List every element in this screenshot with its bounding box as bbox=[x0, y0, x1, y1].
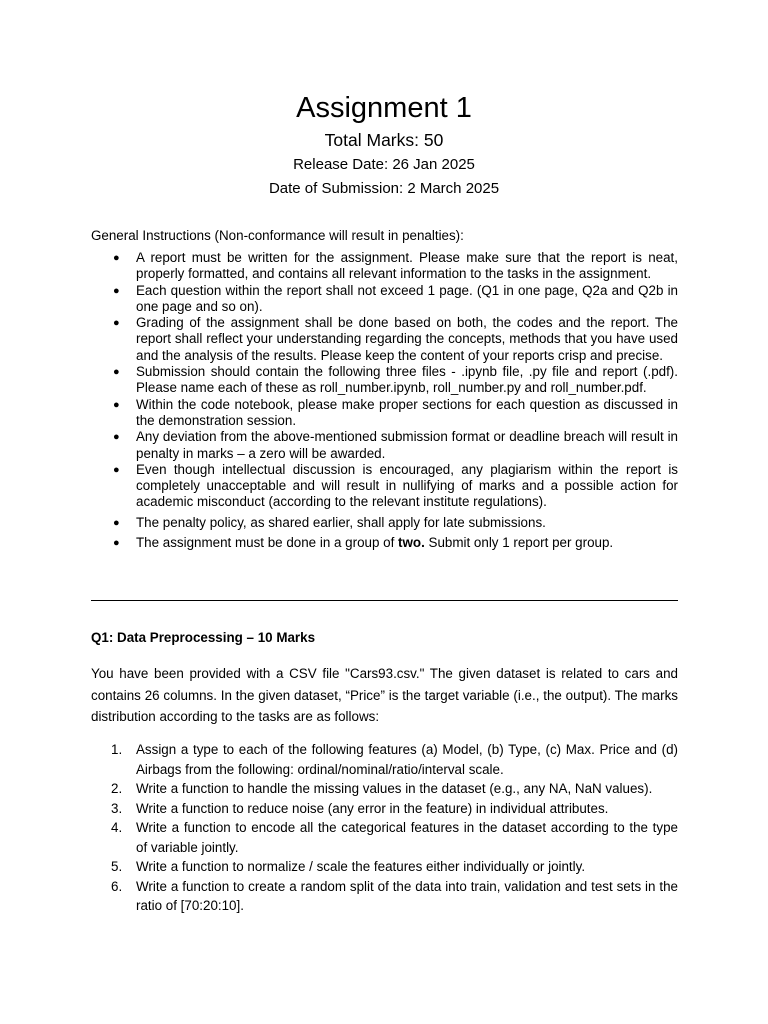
instruction-text: Any deviation from the above-mentioned submission format or deadline breach will result in penalty in marks – a zero will be awarded. bbox=[136, 429, 678, 461]
instruction-item bbox=[91, 283, 678, 316]
instructions-list bbox=[91, 250, 678, 551]
instruction-item bbox=[91, 364, 678, 397]
task-item bbox=[91, 799, 678, 819]
bullet-icon: ● bbox=[113, 284, 120, 297]
task-number: 5. bbox=[111, 859, 123, 874]
page-title: Assignment 1 bbox=[296, 92, 472, 124]
q1-intro-paragraph: You have been provided with a CSV file "Cars93.csv." The given dataset is related to cars and contains 26 columns. In the given dataset, “Price” is the target variable (i.e., the output). The marks distribution according to the tasks are as follows: bbox=[91, 666, 678, 724]
submission-date: Date of Submission: 2 March 2025 bbox=[268, 180, 500, 197]
task-text: Write a function to encode all the categorical features in the dataset according to the type of variable jointly. bbox=[136, 820, 678, 855]
instruction-text: A report must be written for the assignment. Please make sure that the report is neat, properly formatted, and contains all relevant information to the tasks in the assignment. bbox=[136, 250, 678, 282]
task-item bbox=[91, 818, 678, 857]
instruction-item bbox=[91, 397, 678, 430]
instruction-item bbox=[91, 462, 678, 511]
bullet-icon: ● bbox=[113, 431, 120, 444]
bullet-icon: ● bbox=[113, 537, 120, 550]
instruction-text-after: Submit only 1 report per group. bbox=[424, 535, 614, 551]
release-date: Release Date: 26 Jan 2025 bbox=[293, 156, 475, 173]
instruction-text: Submission should contain the following three files - .ipynb file, .py file and report (.pdf). Please name each of these as roll_number.ipynb, roll_number.py and roll_number.pdf. bbox=[136, 364, 678, 396]
instruction-text-before: The assignment must be done in a group of bbox=[136, 535, 399, 551]
bullet-icon: ● bbox=[113, 366, 120, 379]
task-item bbox=[91, 877, 678, 916]
bullet-icon: ● bbox=[113, 463, 120, 476]
task-number: 2. bbox=[111, 781, 123, 796]
section-divider bbox=[91, 600, 678, 601]
instruction-text: Each question within the report shall not exceed 1 page. (Q1 in one page, Q2a and Q2b in one page and so on). bbox=[136, 282, 678, 314]
instruction-item bbox=[91, 429, 678, 462]
instruction-item bbox=[91, 250, 678, 283]
task-number: 4. bbox=[111, 820, 123, 835]
bullet-icon: ● bbox=[113, 516, 120, 529]
instruction-text: Even though intellectual discussion is encouraged, any plagiarism within the report is completely unacceptable and will result in nullifying of marks and a possible action for academic misconduct (according to the relevant institute regulations). bbox=[136, 461, 678, 510]
q1-heading: Q1: Data Preprocessing – 10 Marks bbox=[91, 630, 316, 645]
task-text: Write a function to reduce noise (any error in the feature) in individual attributes. bbox=[136, 800, 609, 816]
instruction-item bbox=[91, 515, 678, 531]
bullet-icon: ● bbox=[113, 317, 120, 330]
instructions-heading: General Instructions (Non-conformance will result in penalties): bbox=[91, 228, 464, 243]
task-number: 6. bbox=[111, 878, 123, 894]
bullet-icon: ● bbox=[113, 398, 120, 411]
task-number: 1. bbox=[111, 742, 123, 757]
instruction-text: The penalty policy, as shared earlier, shall apply for late submissions. bbox=[136, 514, 546, 530]
instruction-text: Within the code notebook, please make proper sections for each question as discussed in the demonstration session. bbox=[136, 396, 678, 428]
instruction-text: Grading of the assignment shall be done based on both, the codes and the report. The report shall reflect your understanding regarding the concepts, methods that you have used and the analysis of the results. Please keep the content of your reports crisp and precise. bbox=[136, 315, 678, 363]
task-text: Write a function to create a random split of the data into train, validation and test sets in the ratio of [70:20:10]. bbox=[136, 878, 678, 913]
instruction-item bbox=[91, 315, 678, 364]
q1-task-list bbox=[91, 740, 678, 916]
task-text: Assign a type to each of the following features (a) Model, (b) Type, (c) Max. Price and (d) Airbags from the following: ordinal/nominal/ratio/interval scale. bbox=[136, 742, 678, 777]
task-number: 3. bbox=[111, 800, 123, 816]
task-item bbox=[91, 857, 678, 877]
task-text: Write a function to handle the missing values in the dataset (e.g., any NA, NaN values). bbox=[136, 781, 653, 796]
instruction-item bbox=[91, 535, 678, 551]
total-marks: Total Marks: 50 bbox=[324, 130, 444, 150]
task-text: Write a function to normalize / scale the features either individually or jointly. bbox=[136, 859, 586, 874]
bullet-icon: ● bbox=[113, 252, 120, 264]
group-size-emphasis: two. bbox=[398, 535, 425, 551]
task-item bbox=[91, 740, 678, 779]
task-item bbox=[91, 779, 678, 799]
